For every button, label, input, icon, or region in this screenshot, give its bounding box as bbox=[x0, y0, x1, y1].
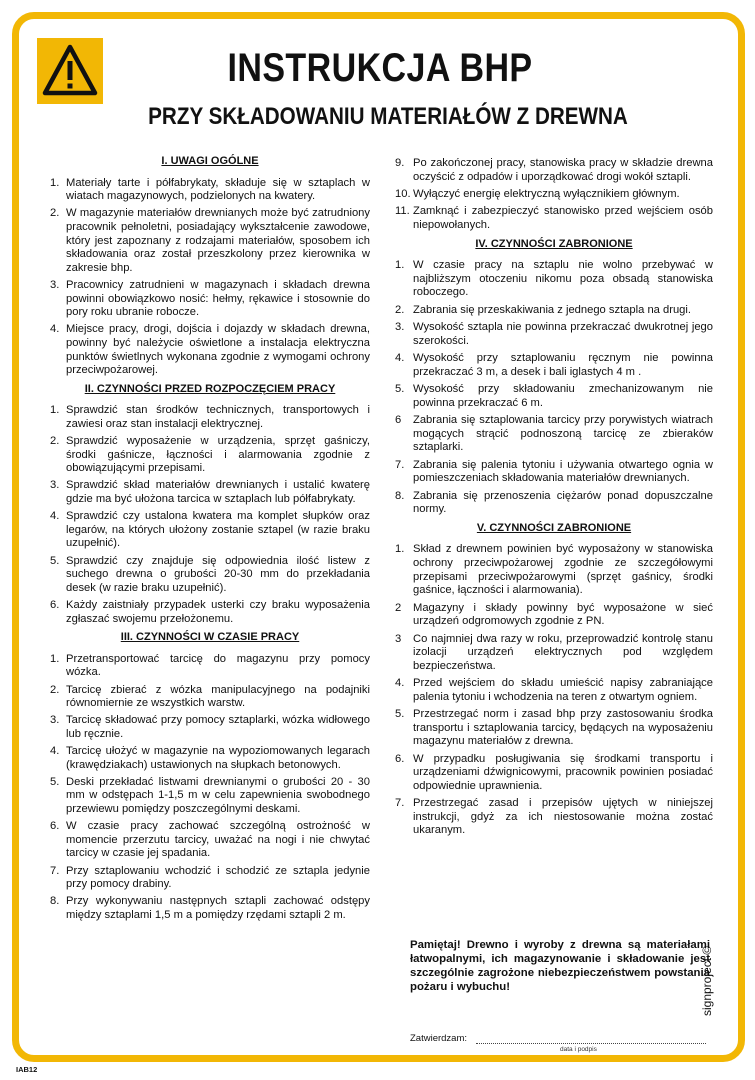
section-5-list bbox=[395, 543, 713, 838]
section-4-list bbox=[395, 259, 713, 517]
warning-triangle-icon bbox=[37, 38, 103, 104]
right-column bbox=[395, 157, 713, 842]
list-item: 4. Miejsce pracy, drogi, dojścia i dojazdy w składach drewna, powinny być należycie oświetlone a instalacja elektryczna punktów świetlnych wykonana zgodnie z wymogami ochrony przeciwpożarowej. bbox=[50, 323, 370, 377]
fire-warning-note: Pamiętaj! Drewno i wyroby z drewna są materiałami łatwopalnymi, ich magazynowanie i składowanie jest szczególnie zagrożone niebezpieczeństwem powstania pożaru i wybuchu! bbox=[410, 939, 710, 993]
list-item: 10. Wyłączyć energię elektryczną wyłącznikiem głównym. bbox=[395, 187, 680, 200]
list-item: 6. W czasie pracy zachować szczególną ostrożność w momencie przerzutu tarcicy, uważać na nogi i nie chwytać tarcicy w czasie jej spadania. bbox=[50, 820, 370, 860]
list-item: 7. Zabrania się palenia tytoniu i używania otwartego ognia w pomieszczeniach składowania materiałów drewnianych. bbox=[395, 458, 713, 485]
page-subtitle: PRZY SKŁADOWANIU MATERIAŁÓW Z DREWNA bbox=[148, 103, 628, 130]
brand-label: signproject © bbox=[700, 945, 714, 1016]
section-heading: II. CZYNNOŚCI PRZED ROZPOCZĘCIEM PRACY bbox=[84, 382, 336, 395]
section-heading: V. CZYNNOŚCI ZABRONIONE bbox=[476, 521, 632, 534]
list-item: 5. Przestrzegać norm i zasad bhp przy zastosowaniu środka transportu i sztaplowania tarcicy, będących na wyposażeniu magazynu materiałów z drewna. bbox=[395, 708, 713, 748]
section-heading: I. UWAGI OGÓLNE bbox=[161, 155, 259, 167]
section-2-list bbox=[50, 404, 370, 626]
list-item: 3. Sprawdzić skład materiałów drewnianych i ustalić kwaterę gdzie ma być ułożona tarcica w sztaplach lub półfabrykaty. bbox=[50, 479, 370, 506]
warning-sign bbox=[37, 38, 103, 104]
list-item: 8. Przy wykonywaniu następnych sztapli zachować odstępy między sztaplami 1,5 m a pomiędzy rzędami sztapli 2 m. bbox=[50, 895, 370, 921]
list-item: 2. W magazynie materiałów drewnianych może być zatrudniony pracownik pełnoletni, posiadający wykształcenie zawodowe, który jest zapoznany z rodzajami materiałów, sposobem ich składowania oraz został przeszkolony przez kierownika w zakresie bhp. bbox=[50, 207, 370, 274]
list-item: 6. W przypadku posługiwania się środkami transportu i urządzeniami dźwignicowymi, pracownik powinien posiadać odpowiednie uprawnienia. bbox=[395, 752, 713, 792]
list-item: 7. Przestrzegać zasad i przepisów ujętych w niniejszej instrukcji, gdyż za ich niestosowanie można zostać ukaranym. bbox=[395, 797, 713, 837]
list-item: 5. Sprawdzić czy znajduje się odpowiednia ilość listew z suchego drewna o grubości 20-30 mm do przekładania desek (w razie braku uzupełnić). bbox=[50, 554, 370, 594]
list-item: 3 Co najmniej dwa razy w roku, przeprowadzić kontrolę stanu izolacji urządzeń elektrycznych pod względem bezpieczeństwa. bbox=[395, 632, 713, 672]
section-heading: IV. CZYNNOŚCI ZABRONIONE bbox=[475, 237, 633, 250]
signature-caption: data i podpis bbox=[560, 1046, 597, 1053]
list-item: 2. Tarcicę zbierać z wózka manipulacyjnego na podajniki równomiernie ze wszystkich warstw. bbox=[50, 683, 370, 710]
list-item: 4. Sprawdzić czy ustalona kwatera ma komplet słupków oraz legarów, na których ułożony zostanie sztapel (w razie braku uzupełnić). bbox=[50, 510, 370, 550]
signature-line bbox=[476, 1043, 706, 1044]
approve-label: Zatwierdzam: bbox=[410, 1033, 468, 1044]
list-item: 3. Wysokość sztapla nie powinna przekraczać dwukrotnej jego szerokości. bbox=[395, 321, 713, 347]
list-item: 2. Zabrania się przeskakiwania z jednego sztapla na drugi. bbox=[395, 303, 691, 316]
list-item: 4. Przed wejściem do składu umieścić napisy zabraniające palenia tytoniu i wchodzenia na teren z otwartym ogniem. bbox=[395, 677, 713, 703]
list-item: 1. Przetransportować tarcicę do magazynu przy pomocy wózka. bbox=[50, 652, 370, 679]
list-item: 1. Materiały tarte i półfabrykaty, składuje się w sztaplach w wiatach magazynowych, podzielonych na kwatery. bbox=[50, 176, 370, 203]
section-1-list bbox=[50, 177, 370, 378]
list-item: 1. Skład z drewnem powinien być wyposażony w stanowiska ochrony przeciwpożarowej zgodnie ze szczegółowymi przepisami przeciwpożarowymi (sprzęt gaśnicy, środki gaśnice, łączności i alarmowania). bbox=[395, 543, 713, 597]
list-item: 5. Deski przekładać listwami drewnianymi o grubości 20 - 30 mm w odstępach 1-1,5 m w celu zapewnienia swobodnego przewiewu pomiędzy poszczególnymi deskami. bbox=[50, 775, 370, 816]
section-3-list bbox=[50, 653, 370, 923]
list-item: 2. Sprawdzić wyposażenie w urządzenia, sprzęt gaśniczy, środki gaśnicze, łączności i alarmowania zgodnie z obowiązującymi przepisami. bbox=[50, 435, 370, 475]
list-item: 4. Wysokość przy sztaplowaniu ręcznym nie powinna przekraczać 3 m, a desek i bali iglastych 4 m . bbox=[395, 352, 713, 378]
page-title: INSTRUKCJA BHP bbox=[227, 46, 533, 90]
list-item: 1. Sprawdzić stan środków technicznych, transportowych i zawiesi oraz stan instalacji elektrycznej. bbox=[50, 404, 370, 430]
list-item: 7. Przy sztaplowaniu wchodzić i schodzić ze sztapla jedynie przy pomocy drabiny. bbox=[50, 864, 370, 891]
list-item: 5. Wysokość przy składowaniu zmechanizowanym nie powinna przekraczać 6 m. bbox=[395, 383, 713, 409]
list-item: 2 Magazyny i składy powinny być wyposażone w sieć urządzeń odgromowych zgodnie z PN. bbox=[395, 601, 713, 628]
list-item: 3. Pracownicy zatrudnieni w magazynach i składach drewna powinni obowiązkowo nosić: hełmy, rękawice i stosownie do pory roku ubranie robocze. bbox=[50, 278, 370, 319]
list-item: 1. W czasie pracy na sztaplu nie wolno przebywać w najbliższym otoczeniu nikomu poza obsadą stanowiska roboczego. bbox=[395, 259, 713, 299]
list-item: 6 Zabrania się sztaplowania tarcicy przy porywistych wiatrach mogących strącić podnoszoną tarcicę ze zbieraków sztaplarki. bbox=[395, 414, 713, 454]
section-heading: III. CZYNNOŚCI W CZASIE PRACY bbox=[120, 631, 300, 644]
list-item: 6. Każdy zaistniały przypadek usterki czy braku wyposażenia zgłaszać swojemu przełożonemu. bbox=[50, 598, 370, 625]
list-item: 8. Zabrania się przenoszenia ciężarów ponad dopuszczalne normy. bbox=[395, 489, 713, 516]
list-item: 11. Zamknąć i zabezpieczyć stanowisko przed wejściem osób niepowołanych. bbox=[395, 205, 713, 231]
left-column bbox=[50, 150, 370, 926]
section-3-list-continued bbox=[395, 157, 713, 233]
list-item: 3. Tarcicę składować przy pomocy sztaplarki, wózka widłowego lub ręcznie. bbox=[50, 714, 370, 740]
list-item: 4. Tarcicę ułożyć w magazynie na wypoziomowanych legarach (krawędziakach) ustawionych na słupkach betonowych. bbox=[50, 745, 370, 771]
product-code: IAB12 bbox=[16, 1065, 38, 1074]
list-item: 9. Po zakończonej pracy, stanowiska pracy w składzie drewna oczyścić z odpadów i uporządkować drogi wokół sztapli. bbox=[395, 157, 713, 183]
